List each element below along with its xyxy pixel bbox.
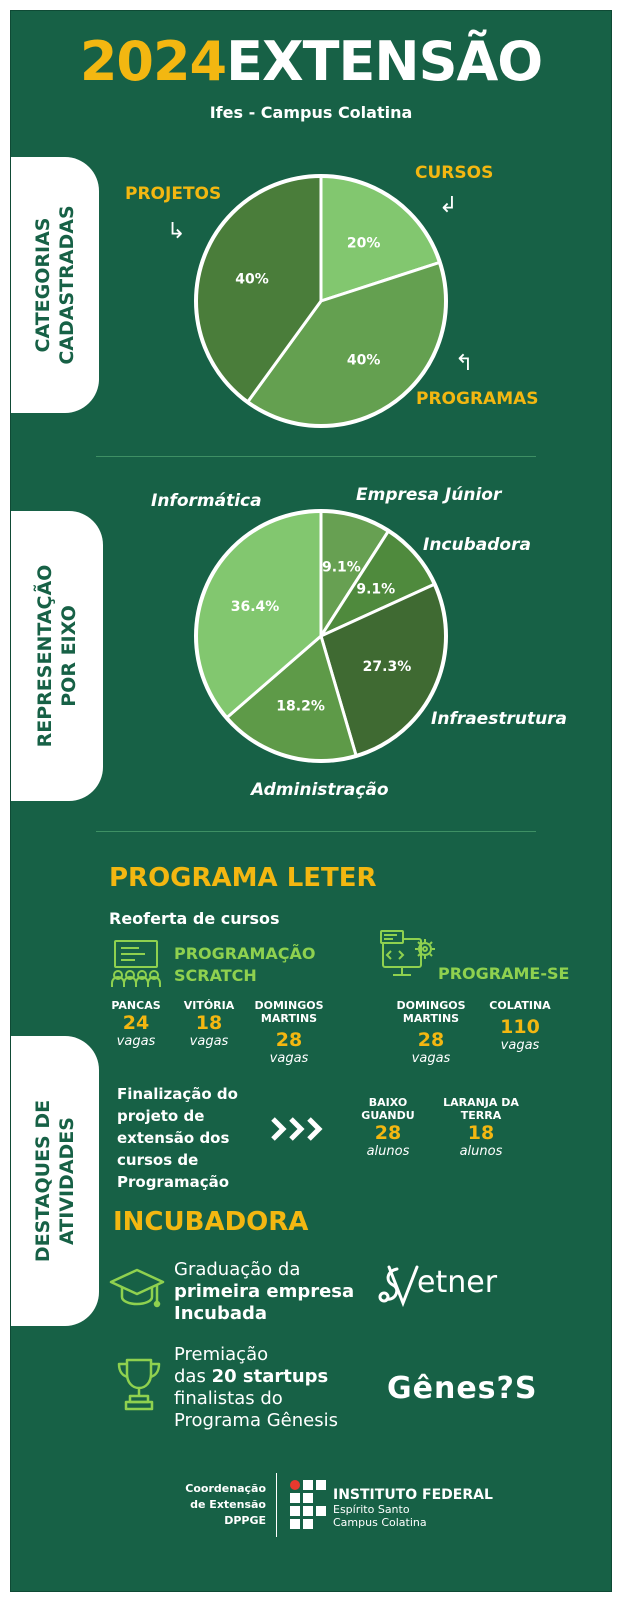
if-title: INSTITUTO FEDERAL [333, 1487, 493, 1503]
reoferta-heading: Reoferta de cursos [109, 909, 280, 928]
scratch-title [174, 943, 316, 987]
if-logo-mark [289, 1479, 329, 1531]
eixo-slice-label-1: 9.1% [356, 581, 396, 598]
legend-label-empresa-junior: Empresa Júnior [356, 485, 502, 505]
arrow-icon: ↳ [167, 219, 186, 244]
final-item-laranja [435, 1096, 527, 1159]
scratch-title-line: PROGRAMAÇÃO [174, 944, 316, 963]
city-name: TERRA [460, 1109, 502, 1122]
genesis-logo-text: Gênes [387, 1371, 497, 1406]
finalizacao-line: Programação [117, 1173, 230, 1191]
city-name: LARANJA DA [443, 1096, 519, 1109]
vetner-stethoscope-mark [375, 1261, 421, 1311]
city-name: DOMINGOS [254, 999, 324, 1012]
vagas-number: 110 [500, 1016, 540, 1038]
legend-label-cursos: CURSOS [415, 163, 494, 183]
title-word: EXTENSÃO [226, 30, 543, 93]
legend-label-infraestrutura: Infraestrutura [431, 709, 568, 729]
pie2-slices [196, 511, 446, 761]
vagas-number: 18 [195, 1012, 223, 1034]
side-label-line: ATIVIDADES [56, 1117, 78, 1245]
eixo-slice-label-0: 9.1% [322, 559, 361, 576]
scratch-item-vitoria [177, 999, 241, 1049]
vagas-number: 28 [417, 1029, 445, 1051]
premiacao-line [174, 1366, 338, 1388]
side-label-line: DESTAQUES DE [32, 1099, 54, 1263]
alunos-number: 18 [467, 1122, 495, 1144]
city-name: MARTINS [260, 1012, 318, 1025]
vagas-number: 28 [275, 1029, 303, 1051]
alunos-unit: alunos [366, 1144, 410, 1159]
eixo-slice-label-2: 27.3% [362, 659, 412, 676]
chevrons-right-icon [269, 1115, 331, 1143]
programese-title: PROGRAME-SE [438, 964, 570, 983]
title-year: 2024 [79, 30, 227, 93]
scratch-item-pancas [106, 999, 166, 1049]
premiacao-highlight: 20 startups [211, 1366, 329, 1387]
eixo-slice-label-3: 18.2% [276, 698, 325, 715]
coord-line: de Extensão [190, 1498, 266, 1511]
side-label-destaques [31, 1036, 79, 1326]
legend-label-projetos: PROJETOS [125, 184, 222, 204]
graduacao-line: primeira empresa [174, 1281, 355, 1302]
city-name: PANCAS [111, 999, 161, 1012]
scratch-item-domingos [249, 999, 329, 1066]
programese-item-domingos [390, 999, 472, 1066]
genesis-logo [387, 1371, 538, 1406]
classroom-icon [109, 939, 163, 989]
vagas-unit: vagas [500, 1038, 540, 1053]
alunos-number: 28 [374, 1122, 402, 1144]
finalizacao-line: Finalização do [117, 1085, 238, 1103]
arrow-icon: ↰ [455, 351, 474, 376]
city-name: MARTINS [402, 1012, 460, 1025]
premiacao-span: das [174, 1366, 212, 1387]
legend-label-administracao: Administração [251, 780, 389, 800]
finalizacao-line: projeto de [117, 1107, 205, 1125]
infographic-poster [10, 10, 612, 1592]
graduacao-line: Graduação da [174, 1259, 301, 1280]
page-title [11, 31, 611, 93]
final-item-baixo-guandu [355, 1096, 421, 1159]
vetner-logo [375, 1261, 525, 1311]
finalizacao-line: extensão dos [117, 1129, 230, 1147]
graduacao-text [174, 1259, 354, 1325]
leter-title: PROGRAMA LETER [109, 863, 377, 893]
side-tab-destaques [11, 1036, 99, 1326]
categorias-pie-chart [191, 171, 451, 431]
eixo-slice-label-4: 36.4% [230, 598, 280, 615]
legend-label-informatica: Informática [151, 491, 262, 511]
finalizacao-text [117, 1083, 238, 1193]
divider [96, 456, 536, 457]
if-text [333, 1487, 493, 1529]
arrow-icon: ↲ [439, 193, 458, 218]
computer-gear-icon [379, 929, 437, 985]
legend-label-programas: PROGRAMAS [416, 389, 539, 409]
divider [96, 831, 536, 832]
vagas-unit: vagas [116, 1034, 156, 1049]
city-name: COLATINA [489, 999, 551, 1012]
graduacao-line: Incubada [174, 1303, 268, 1324]
city-name: VITÓRIA [183, 999, 235, 1012]
if-line: Espírito Santo [333, 1503, 410, 1516]
city-name: DOMINGOS [396, 999, 466, 1012]
categorias-slice-label-1: 40% [346, 352, 381, 369]
vagas-unit: vagas [411, 1051, 451, 1066]
side-tab-representacao [11, 511, 103, 801]
programese-item-colatina [485, 999, 555, 1053]
premiacao-text [174, 1344, 338, 1432]
pie1-slices [196, 176, 446, 426]
side-tab-categorias [11, 157, 99, 413]
legend-label-incubadora: Incubadora [423, 535, 531, 555]
graduation-cap-icon [109, 1266, 165, 1310]
side-label-line: REPRESENTAÇÃO [34, 564, 56, 748]
vagas-unit: vagas [269, 1051, 309, 1066]
side-label-categorias [31, 157, 79, 413]
vagas-unit: vagas [189, 1034, 229, 1049]
premiacao-line: finalistas do [174, 1388, 283, 1409]
incubadora-title: INCUBADORA [113, 1207, 309, 1237]
vetner-logo-text: etner [417, 1265, 498, 1300]
side-label-line: CATEGORIAS [32, 217, 54, 353]
page-subtitle: Ifes - Campus Colatina [209, 103, 413, 122]
premiacao-line: Premiação [174, 1344, 269, 1365]
trophy-icon [116, 1356, 162, 1412]
categorias-slice-label-0: 20% [346, 235, 381, 252]
genesis-logo-tail: ?S [496, 1371, 538, 1406]
coordenacao-text [161, 1481, 266, 1529]
coord-line: Coordenação [185, 1482, 266, 1495]
city-name: GUANDU [361, 1109, 415, 1122]
side-label-line: CADASTRADAS [56, 205, 78, 365]
categorias-slice-label-2: 40% [235, 271, 269, 288]
side-label-line: POR EIXO [58, 605, 80, 707]
eixo-pie-chart [191, 506, 451, 766]
coord-line: DPPGE [224, 1514, 266, 1527]
vagas-number: 24 [122, 1012, 150, 1034]
scratch-title-line: SCRATCH [174, 966, 257, 985]
premiacao-line: Programa Gênesis [174, 1410, 338, 1431]
city-name: BAIXO [368, 1096, 408, 1109]
side-label-representacao [33, 511, 81, 801]
footer-divider [276, 1473, 277, 1537]
alunos-unit: alunos [459, 1144, 503, 1159]
finalizacao-line: cursos de [117, 1151, 199, 1169]
if-line: Campus Colatina [333, 1516, 427, 1529]
